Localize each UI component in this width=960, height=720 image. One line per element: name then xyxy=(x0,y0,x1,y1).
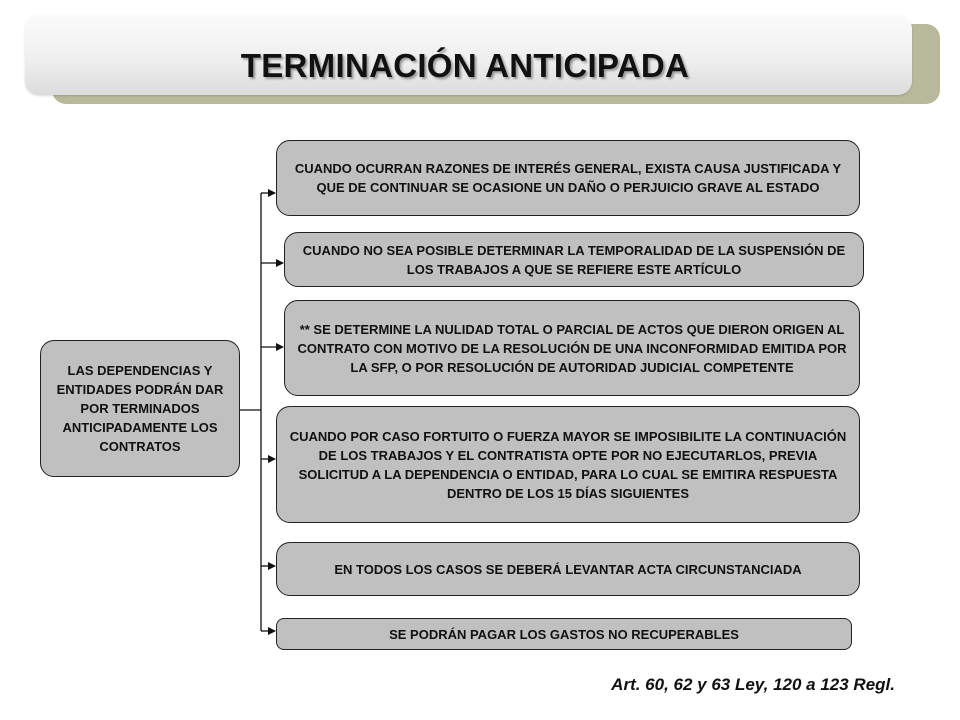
condition-box-2 xyxy=(284,232,864,287)
condition-box-4 xyxy=(276,406,860,523)
condition-text: CUANDO NO SEA POSIBLE DETERMINAR LA TEMPORALIDAD DE LA SUSPENSIÓN DE LOS TRABAJOS A QUE SE REFIERE ESTE ARTÍCULO xyxy=(302,242,846,277)
condition-text: SE PODRÁN PAGAR LOS GASTOS NO RECUPERABLES xyxy=(389,626,739,642)
page-title: TERMINACIÓN ANTICIPADA xyxy=(240,47,690,84)
legal-reference: Art. 60, 62 y 63 Ley, 120 a 123 Regl. xyxy=(611,675,895,694)
condition-text: CUANDO OCURRAN RAZONES DE INTERÉS GENERAL, EXISTA CAUSA JUSTIFICADA Y QUE DE CONTINUAR SE OCASIONE UN DAÑO O PERJUICIO GRAVE AL ESTADO xyxy=(294,161,842,195)
condition-text: EN TODOS LOS CASOS SE DEBERÁ LEVANTAR ACTA CIRCUNSTANCIADA xyxy=(334,561,802,577)
condition-box-1 xyxy=(276,140,860,216)
condition-text: CUANDO POR CASO FORTUITO O FUERZA MAYOR SE IMPOSIBILITE LA CONTINUACIÓN DE LOS TRABAJOS Y EL CONTRATISTA OPTE POR NO EJECUTARLOS, PREVIA SOLICITUD A LA DEPENDENCIA O ENTIDAD, PARA LO CUAL SE EMITIRA RESPUESTA DENTRO DE LOS 15 DÍAS SIGUIENTES xyxy=(289,428,847,501)
condition-box-3 xyxy=(284,300,860,396)
source-node-text: LAS DEPENDENCIAS Y ENTIDADES PODRÁN DAR POR TERMINADOS ANTICIPADAMENTE LOS CONTRATOS xyxy=(56,363,224,454)
condition-text: ** SE DETERMINE LA NULIDAD TOTAL O PARCIAL DE ACTOS QUE DIERON ORIGEN AL CONTRATO CON MOTIVO DE LA RESOLUCIÓN DE UNA INCONFORMIDAD EMITIDA POR LA SFP, O POR RESOLUCIÓN DE AUTORIDAD JUDICIAL COMPETENTE xyxy=(297,321,847,375)
source-node xyxy=(40,340,240,477)
condition-box-5 xyxy=(276,542,860,596)
condition-box-6 xyxy=(276,618,852,650)
